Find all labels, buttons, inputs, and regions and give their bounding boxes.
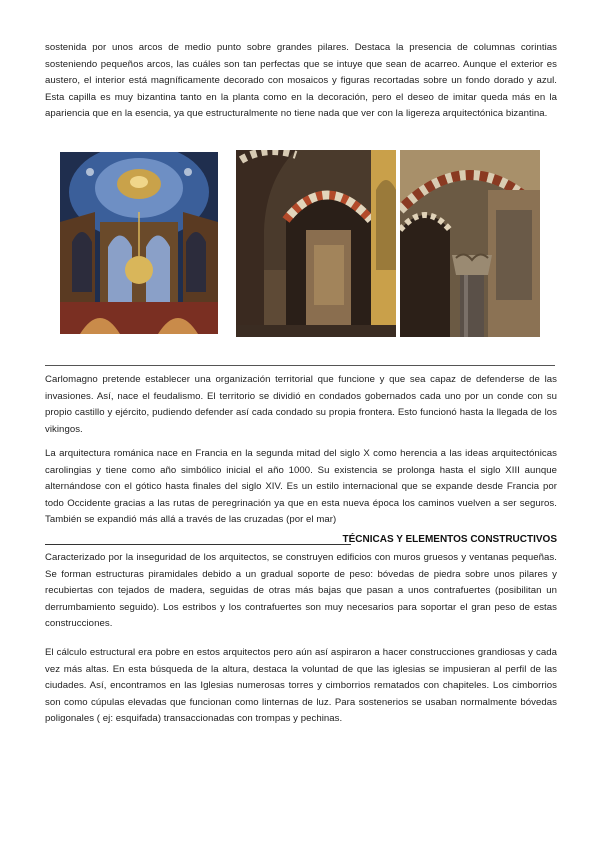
chapel-arches-photo xyxy=(236,150,396,337)
paragraph-carlomagno: Carlomagno pretende establecer una organización territorial que funcione y que sea capaz de defenderse de las invasiones. Así, nace el feudalismo. El territorio se dividió en condados gobernados cada uno por un conde con su propio castillo y ejército, pudiendo defender así cada condado su propia frontera. Esto funcionó hasta la llegada de los vikingos. xyxy=(45,374,557,435)
paragraph-romanesque-origin: La arquitectura románica nace en Francia en la segunda mitad del siglo X como herencia a las ideas arquitectónicas carolingias y tiene como año simbólico inicial el año 1000. Su existencia se prolonga hasta el siglo XIII aunque alternándose con el gótico hasta finales del siglo XIV. Es un estilo internacional que se expande desde Francia por todo Occidente gracias a las rutas de peregrinación ya que en esta nueva época los caminos vuelven a ser seguros. También se expandió más allá a través de las cruzadas (por el mar) xyxy=(45,448,557,526)
chapel-column-photo xyxy=(400,150,540,337)
paragraph-chapel-description: sostenida por unos arcos de medio punto sobre grandes pilares. Destaca la presencia de columnas corintias sosteniendo pequeños arcos, las cuáles son tan perfectas que se intuye que sean de acarreo. Aunque el exterior es austero, el interior está magníficamente decorado con mosaicos y figuras recortadas sobre un fondo dorado y azul. Esta capilla es muy bizantina tanto en la planta como en la decoración, pero el deseo de imitar queda más en la apariencia que en la esencia, ya que estructuralmente no tiene nada que ver con la ligereza arquitectónica bizantina. xyxy=(45,42,557,120)
paragraph-construction-techniques: Caracterizado por la inseguridad de los arquitectos, se construyen edificios con muros gruesos y ventanas pequeñas. Se forman estructuras piramidales debido a un gradual soporte de peso: bóvedas de piedra sobre unos pilares y recubiertas con tejados de madera, seguidas de otras más bajas que pasan a unos contrafuertes (posibilitan un derrumbamiento seguido). Los estribos y los contrafuertes son muy necesarios para soportar el gran peso de estas construcciones. xyxy=(45,552,557,630)
paragraph-structural-calculation: El cálculo estructural era pobre en estos arquitectos pero aún así aspiraron a hacer construcciones grandiosas y cada vez más altas. En esta búsqueda de la altura, destaca la voluntad de que las iglesias se impusieran al perfil de las ciudades. Así, encontramos en las Iglesias numerosas torres y cimborrios rematados con chapiteles. Los cimborrios son como cúpulas elevadas que funcionan como linternas de luz. Para sostenerios se usaban normalmente bóvedas poligonales ( ej: esquifada) transaccionadas con trompas y pechinas. xyxy=(45,647,557,725)
section-heading-row xyxy=(45,534,557,548)
chapel-dome-photo xyxy=(60,152,218,334)
section-heading: TÉCNICAS Y ELEMENTOS CONSTRUCTIVOS xyxy=(342,534,557,545)
horizontal-divider xyxy=(45,365,555,366)
heading-underline xyxy=(45,544,351,545)
photo-strip xyxy=(60,150,540,337)
